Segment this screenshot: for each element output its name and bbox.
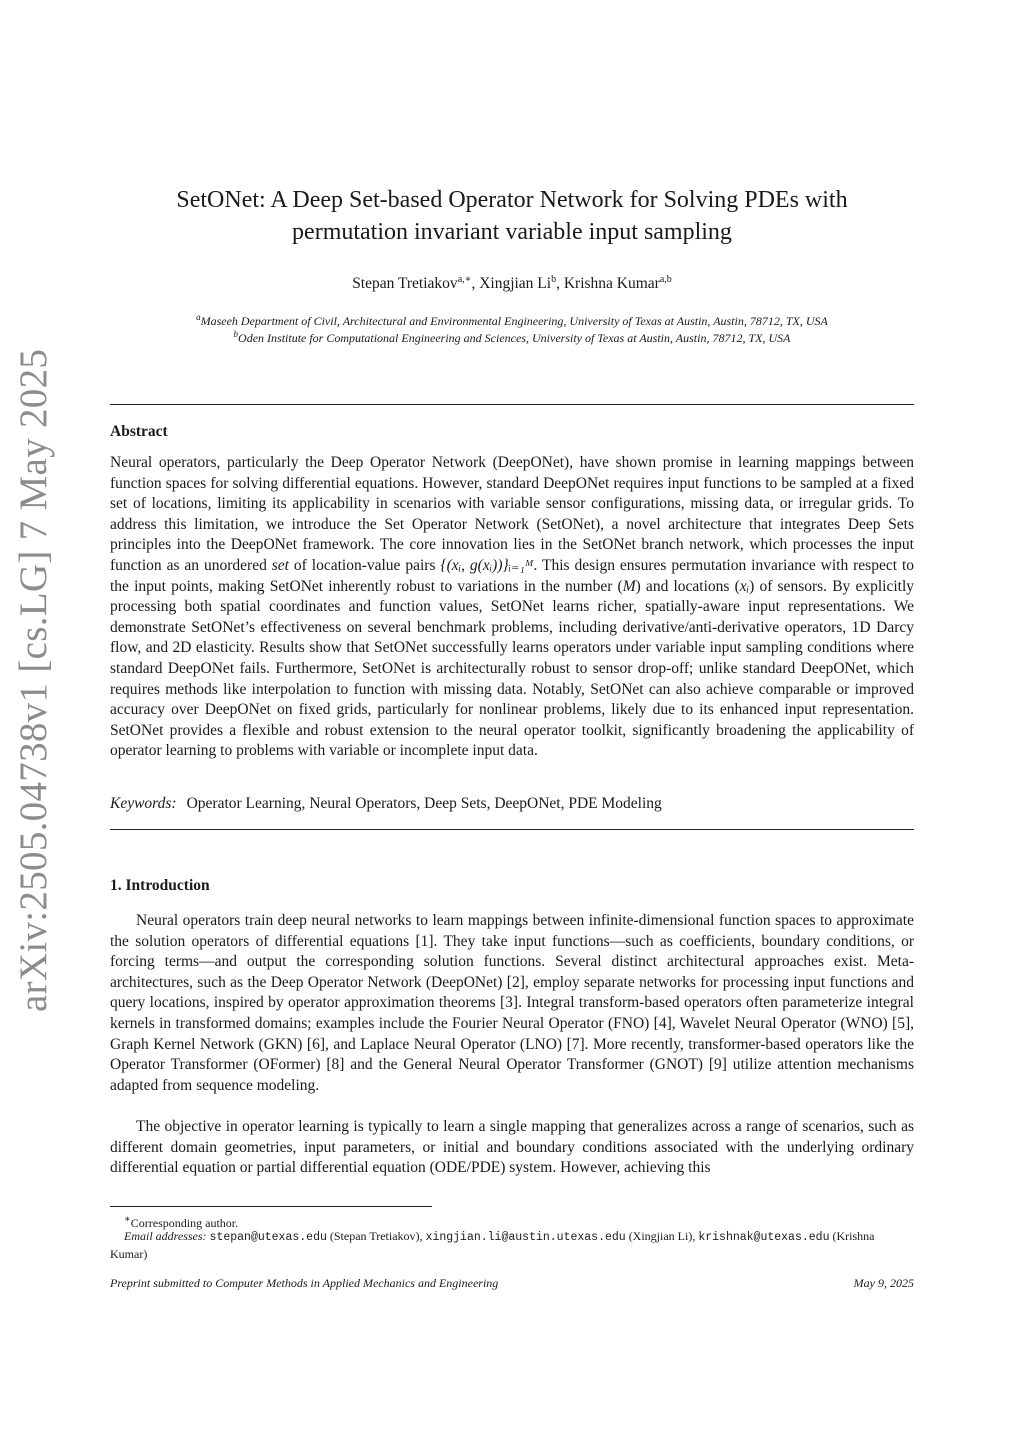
email-link[interactable]: xingjian.li@austin.utexas.edu xyxy=(425,1231,626,1244)
footnote-emails xyxy=(110,1228,914,1263)
author-affil-mark: a,b xyxy=(659,274,672,285)
section-heading-introduction: 1. Introduction xyxy=(110,877,210,894)
author-name: Xingjian Li xyxy=(479,275,552,293)
title-line-1: SetONet: A Deep Set-based Operator Network for Solving PDEs with xyxy=(176,187,848,213)
affiliation-b xyxy=(110,329,914,346)
abstract-math: xᵢ xyxy=(739,577,750,595)
intro-paragraph-2: The objective in operator learning is typically to learn a single mapping that generalizes across a range of scenarios, such as different domain geometries, input parameters, or initial and boundary conditions associated with the underlying ordinary differential equation or partial differential equation (ODE/PDE) system. However, achieving this xyxy=(110,1118,914,1177)
email-owner: (Krishna Kumar) xyxy=(110,1229,875,1261)
footer-date: May 9, 2025 xyxy=(853,1276,914,1290)
abstract-text: ) of sensors. By explicitly processing both spatial coordinates and function values, SetONet learns richer, spatially-aware input representations. We demonstrate SetONet’s effectiveness on several benchmark problems, including derivative/anti-derivative operators, 1D Darcy flow, and 2D elasticity. Results show that SetONet successfully learns operators under variable input sampling conditions where standard DeepONet fails. Furthermore, SetONet is architecturally robust to sensor drop-off; unlike standard DeepONet, which requires methods like interpolation to function with missing data. Notably, SetONet can also achieve comparable or improved accuracy over DeepONet on fixed grids, particularly for nonlinear problems, likely due to its enhanced input representation. SetONet provides a flexible and robust extension to the neural operator toolkit, significantly broadening the applicability of operator learning to problems with variable or incomplete input data. xyxy=(110,577,914,760)
author-affil-mark: b xyxy=(551,274,557,285)
author-separator: , xyxy=(556,275,564,293)
email-owner: (Xingjian Li), xyxy=(628,1229,696,1243)
footnote-mark: ∗ xyxy=(124,1214,131,1225)
keywords-text: Operator Learning, Neural Operators, Deep Sets, DeepONet, PDE Modeling xyxy=(186,795,662,812)
keywords xyxy=(110,794,914,815)
affiliation-mark: b xyxy=(233,329,239,339)
abstract-text: of location-value pairs xyxy=(288,556,441,574)
title-line-2: permutation invariant variable input sampling xyxy=(292,219,732,245)
author-list xyxy=(110,274,914,293)
email-label: Email addresses: xyxy=(124,1229,207,1243)
arxiv-identifier: arXiv:2505.04738v1 [cs.LG] 7 May 2025 xyxy=(12,348,55,1012)
abstract-text: . This design ensures permutation invariance with respect to the input points, making SetONet inherently robust to variations in the number ( xyxy=(110,556,915,595)
author-separator: , xyxy=(471,275,480,293)
abstract-heading: Abstract xyxy=(110,423,168,440)
email-link[interactable]: krishnak@utexas.edu xyxy=(698,1231,830,1244)
paper-title xyxy=(110,184,914,248)
email-owner: (Stepan Tretiakov), xyxy=(329,1229,423,1243)
affiliation-a xyxy=(110,312,914,329)
footnote-rule xyxy=(110,1206,432,1207)
affiliation-mark: a xyxy=(196,312,201,322)
abstract-text: ) and locations ( xyxy=(635,577,740,595)
author-name: Krishna Kumar xyxy=(563,275,660,293)
abstract-math: M xyxy=(622,577,636,595)
intro-paragraph-1: Neural operators train deep neural networks to learn mappings between infinite-dimensional function spaces to approximate the solution operators of differential equations [1]. They take input functions—such as coefficients, boundary conditions, or forcing terms—and output the corresponding solution functions. Several distinct architectural approaches exist. Meta-architectures, such as the Deep Operator Network (DeepONet) [2], employ separate networks for processing input functions and query locations, inspired by operator approximation theorems [3]. Integral transform-based operators often parameterize integral kernels in transformed domains; examples include the Fourier Neural Operator (FNO) [4], Wavelet Neural Operator (WNO) [5], Graph Kernel Network (GKN) [6], and Laplace Neural Operator (LNO) [7]. More recently, transformer-based operators like the Operator Transformer (OFormer) [8] and the General Neural Operator Transformer (GNOT) [9] utilize attention mechanisms adapted from sequence modeling. xyxy=(110,912,914,1094)
author-name: Stepan Tretiakov xyxy=(352,275,458,293)
affiliation-text: Oden Institute for Computational Engineering and Sciences, University of Texas at Austin, Austin, 78712, TX, USA xyxy=(238,331,791,345)
email-link[interactable]: stepan@utexas.edu xyxy=(209,1231,327,1244)
abstract-math: {(xᵢ, g(xᵢ))}ᵢ₌₁ᴹ xyxy=(440,556,534,574)
keywords-label: Keywords: xyxy=(110,795,177,812)
footer-venue: Preprint submitted to Computer Methods in Applied Mechanics and Engineering xyxy=(110,1276,499,1290)
abstract-top-rule xyxy=(110,404,914,405)
abstract-body xyxy=(110,453,914,762)
affiliation-text: Maseeh Department of Civil, Architectural and Environmental Engineering, University of Texas at Austin, Austin, 78712, TX, USA xyxy=(200,314,828,328)
footnote-text: Corresponding author. xyxy=(130,1216,239,1230)
author-affil-mark: a,∗ xyxy=(457,274,472,285)
abstract-text: Neural operators, particularly the Deep Operator Network (DeepONet), have shown promise in learning mappings between function spaces for solving differential equations. However, standard DeepONet requires input functions to be sampled at a fixed set of locations, limiting its applicability in scenarios with variable sensor configurations, missing data, or irregular grids. To address this limitation, we introduce the Set Operator Network (SetONet), a novel architecture that integrates Deep Sets principles into the DeepONet framework. The core innovation lies in the SetONet branch network, which processes the input function as an unordered xyxy=(110,454,914,574)
abstract-bottom-rule xyxy=(110,829,914,830)
abstract-emphasis: set xyxy=(271,556,289,574)
